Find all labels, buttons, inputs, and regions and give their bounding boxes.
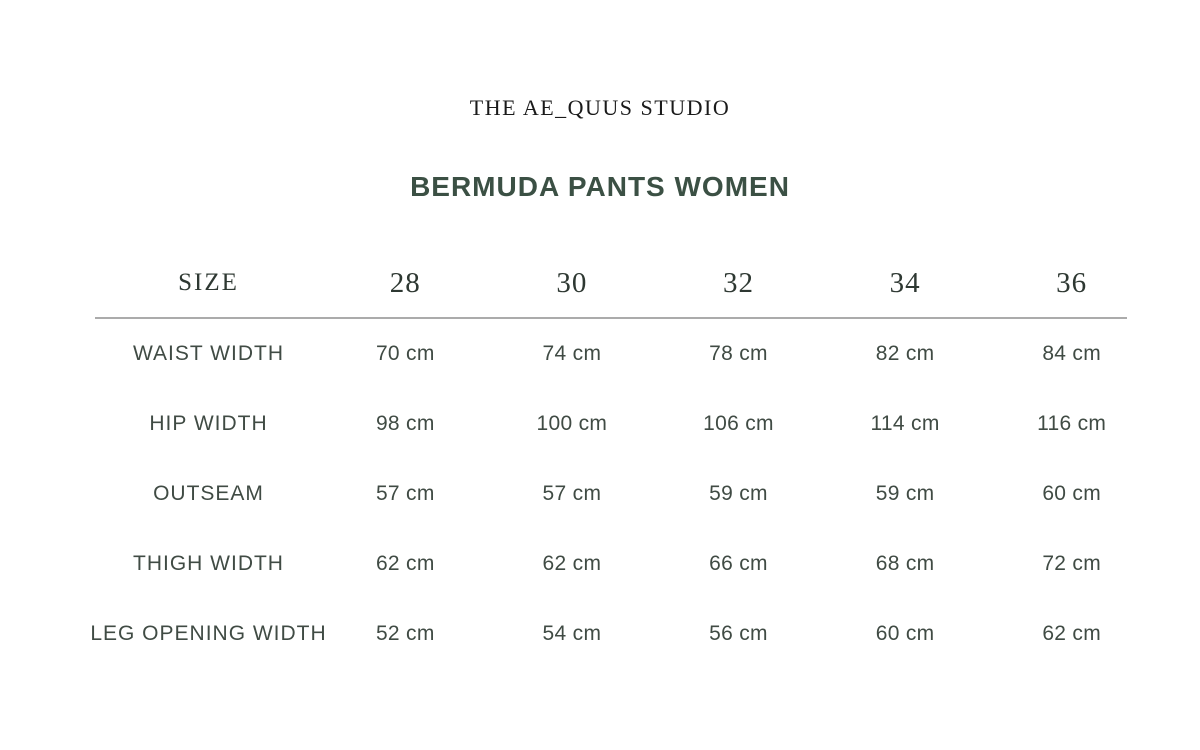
table-row-outseam: [95, 459, 1155, 529]
row-label: THIGH WIDTH: [133, 552, 284, 575]
measurement-cell: 68 cm: [875, 552, 935, 575]
measurement-cell: 59 cm: [709, 482, 768, 505]
measurement-cell: 52 cm: [375, 622, 435, 645]
measurement-cell: 57 cm: [375, 482, 435, 505]
measurement-cell: 62 cm: [375, 552, 435, 575]
size-chart-header-row: [95, 269, 1155, 317]
measurement-cell: 106 cm: [703, 412, 774, 435]
measurement-cell: 54 cm: [542, 622, 602, 645]
measurement-cell: 72 cm: [1042, 552, 1102, 575]
measurement-cell: 60 cm: [875, 622, 935, 645]
measurement-cell: 56 cm: [709, 622, 768, 645]
measurement-cell: 57 cm: [542, 482, 602, 505]
measurement-cell: 114 cm: [870, 412, 940, 435]
page: [0, 97, 1200, 750]
size-chart-table: [90, 267, 1155, 669]
size-column-label: SIZE: [178, 269, 239, 296]
size-header-34: 34: [889, 267, 921, 299]
measurement-cell: 66 cm: [709, 552, 768, 575]
size-header-36: 36: [1056, 267, 1088, 299]
measurement-cell: 74 cm: [542, 342, 602, 365]
measurement-cell: 62 cm: [542, 552, 602, 575]
measurement-cell: 98 cm: [375, 412, 435, 435]
size-header-32: 32: [722, 267, 754, 299]
table-row-waist-width: [95, 319, 1155, 389]
measurement-cell: 70 cm: [375, 342, 435, 365]
table-row-leg-opening-width: [90, 599, 1155, 669]
size-guide-page: [0, 97, 1200, 750]
row-label: OUTSEAM: [153, 482, 264, 505]
measurement-cell: 100 cm: [536, 412, 608, 435]
size-header-30: 30: [556, 267, 588, 299]
brand-logo: THE AE_QUUS STUDIO: [469, 95, 731, 120]
table-row-hip-width: [95, 389, 1155, 459]
measurement-cell: 116 cm: [1037, 412, 1107, 435]
measurement-cell: 78 cm: [709, 342, 768, 365]
page-title: BERMUDA PANTS WOMEN: [410, 171, 790, 202]
row-label: HIP WIDTH: [149, 412, 268, 435]
size-header-28: 28: [389, 267, 421, 299]
table-row-thigh-width: [95, 529, 1155, 599]
measurement-cell: 84 cm: [1042, 342, 1102, 365]
measurement-cell: 82 cm: [875, 342, 935, 365]
measurement-cell: 62 cm: [1042, 622, 1102, 645]
measurement-cell: 60 cm: [1042, 482, 1102, 505]
row-label: WAIST WIDTH: [133, 342, 284, 365]
row-label: LEG OPENING WIDTH: [90, 622, 327, 645]
measurement-cell: 59 cm: [875, 482, 935, 505]
